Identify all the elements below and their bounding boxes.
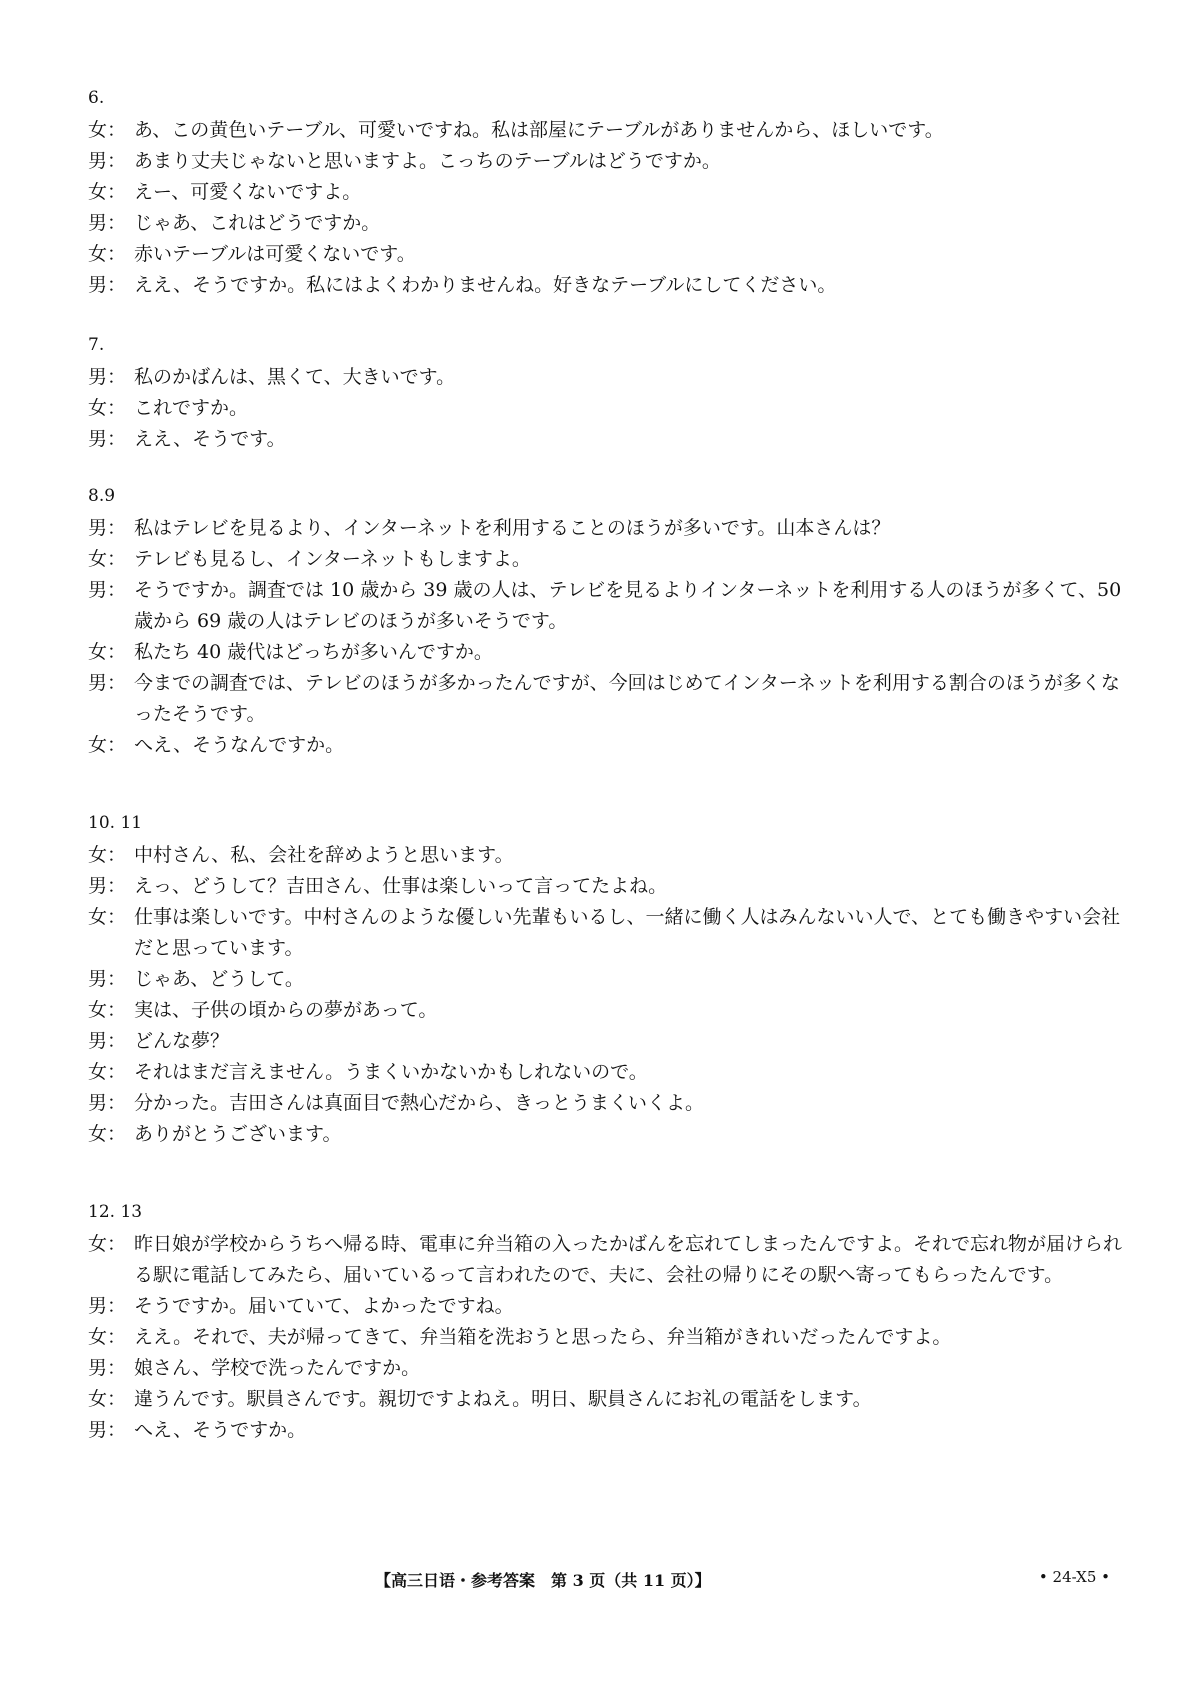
dialogue-line bbox=[88, 1322, 1128, 1353]
dialogue-text: 赤いテーブルは可愛くないです。 bbox=[134, 243, 416, 265]
dialogue-line bbox=[88, 270, 1128, 301]
speaker-label: 女： bbox=[88, 844, 127, 866]
speaker-label: 男： bbox=[88, 1092, 127, 1114]
dialogue-line bbox=[88, 1353, 1128, 1384]
dialogue-section-8-9 bbox=[88, 481, 1128, 761]
speaker-label: 男： bbox=[88, 1357, 127, 1379]
speaker-label: 男： bbox=[88, 672, 127, 694]
dialogue-text: どんな夢？ bbox=[134, 1030, 230, 1052]
speaker-label: 女： bbox=[88, 397, 127, 419]
speaker-label: 女： bbox=[88, 1061, 127, 1083]
dialogue-line bbox=[88, 146, 1128, 177]
dialogue-section-6 bbox=[88, 83, 1128, 301]
dialogue-text: じゃあ、これはどうですか。 bbox=[134, 212, 381, 234]
dialogue-line bbox=[88, 115, 1128, 146]
dialogue-line bbox=[88, 1088, 1128, 1119]
dialogue-text: えっ、どうして？吉田さん、仕事は楽しいって言ってたよね。 bbox=[134, 875, 668, 897]
dialogue-text: 娘さん、学校で洗ったんですか。 bbox=[134, 1357, 421, 1379]
dialogue-line bbox=[88, 575, 1128, 637]
dialogue-line bbox=[88, 513, 1128, 544]
dialogue-line bbox=[88, 1119, 1128, 1150]
dialogue-text: そうですか。調査では 10 歳から 39 歳の人は、テレビを見るよりインターネットを利用する人のほうが多くて、50 歳から 69 歳の人はテレビのほうが多いそうです。 bbox=[134, 579, 1122, 632]
page-footer-code: • 24-X5 • bbox=[1038, 1568, 1110, 1586]
question-number: 10. 11 bbox=[88, 813, 143, 833]
dialogue-section-12-13 bbox=[88, 1197, 1128, 1446]
dialogue-text: 今までの調査では、テレビのほうが多かったんですが、今回はじめてインターネットを利用する割合のほうが多くなったそうです。 bbox=[134, 672, 1120, 725]
speaker-label: 男： bbox=[88, 274, 127, 296]
dialogue-text: ありがとうございます。 bbox=[134, 1123, 342, 1145]
dialogue-text: それはまだ言えません。うまくいかないかもしれないので。 bbox=[134, 1061, 648, 1083]
speaker-label: 男： bbox=[88, 579, 127, 601]
dialogue-line bbox=[88, 1057, 1128, 1088]
speaker-label: 女： bbox=[88, 548, 127, 570]
dialogue-line bbox=[88, 393, 1128, 424]
dialogue-section-7 bbox=[88, 330, 1128, 455]
dialogue-section-10-11 bbox=[88, 808, 1128, 1150]
dialogue-text: 実は、子供の頃からの夢があって。 bbox=[134, 999, 438, 1021]
speaker-label: 女： bbox=[88, 641, 127, 663]
dialogue-text: 私たち 40 歳代はどっちが多いんですか。 bbox=[134, 641, 493, 663]
dialogue-line bbox=[88, 1415, 1128, 1446]
dialogue-text: へえ、そうですか。 bbox=[134, 1419, 307, 1441]
question-number: 6. bbox=[88, 88, 105, 108]
speaker-label: 男： bbox=[88, 1419, 127, 1441]
dialogue-line bbox=[88, 239, 1128, 270]
dialogue-line bbox=[88, 871, 1128, 902]
dialogue-text: 私はテレビを見るより、インターネットを利用することのほうが多いです。山本さんは？ bbox=[134, 517, 891, 539]
page-footer-title: 【高三日语・参考答案 第 3 页（共 11 页）】 bbox=[375, 1571, 711, 1590]
dialogue-text: 昨日娘が学校からうちへ帰る時、電車に弁当箱の入ったかばんを忘れてしまったんですよ。それで忘れ物が届けられる駅に電話してみたら、届いているって言われたので、夫に、会社の帰りにその駅へ寄ってもらったんです。 bbox=[134, 1233, 1123, 1286]
speaker-label: 男： bbox=[88, 517, 127, 539]
dialogue-line bbox=[88, 544, 1128, 575]
dialogue-line bbox=[88, 362, 1128, 393]
dialogue-text: あまり丈夫じゃないと思いますよ。こっちのテーブルはどうですか。 bbox=[134, 150, 721, 172]
speaker-label: 女： bbox=[88, 243, 127, 265]
dialogue-line bbox=[88, 177, 1128, 208]
dialogue-text: テレビも見るし、インターネットもしますよ。 bbox=[134, 548, 531, 570]
speaker-label: 女： bbox=[88, 1123, 127, 1145]
dialogue-text: ええ、そうです。 bbox=[134, 428, 286, 450]
dialogue-line bbox=[88, 668, 1128, 730]
dialogue-line bbox=[88, 730, 1128, 761]
dialogue-text: じゃあ、どうして。 bbox=[134, 968, 304, 990]
dialogue-line bbox=[88, 424, 1128, 455]
dialogue-line bbox=[88, 208, 1128, 239]
speaker-label: 女： bbox=[88, 181, 127, 203]
speaker-label: 男： bbox=[88, 1295, 127, 1317]
question-number: 7. bbox=[88, 335, 105, 355]
speaker-label: 男： bbox=[88, 366, 127, 388]
speaker-label: 女： bbox=[88, 734, 127, 756]
speaker-label: 女： bbox=[88, 1388, 127, 1410]
speaker-label: 男： bbox=[88, 150, 127, 172]
dialogue-line bbox=[88, 1229, 1128, 1291]
dialogue-text: えー、可愛くないですよ。 bbox=[134, 181, 362, 203]
speaker-label: 女： bbox=[88, 119, 127, 141]
dialogue-line bbox=[88, 1026, 1128, 1057]
dialogue-text: へえ、そうなんですか。 bbox=[134, 734, 345, 756]
speaker-label: 男： bbox=[88, 1030, 127, 1052]
dialogue-line bbox=[88, 1291, 1128, 1322]
speaker-label: 男： bbox=[88, 428, 127, 450]
question-number: 8.9 bbox=[88, 486, 116, 506]
dialogue-text: ええ、そうですか。私にはよくわかりませんね。好きなテーブルにしてください。 bbox=[134, 274, 837, 296]
dialogue-text: そうですか。届いていて、よかったですね。 bbox=[134, 1295, 514, 1317]
speaker-label: 女： bbox=[88, 1233, 127, 1255]
dialogue-line bbox=[88, 995, 1128, 1026]
dialogue-text: 分かった。吉田さんは真面目で熱心だから、きっとうまくいくよ。 bbox=[134, 1092, 705, 1114]
speaker-label: 女： bbox=[88, 1326, 127, 1348]
dialogue-text: 違うんです。駅員さんです。親切ですよねえ。明日、駅員さんにお礼の電話をします。 bbox=[134, 1388, 872, 1410]
speaker-label: 男： bbox=[88, 212, 127, 234]
speaker-label: 女： bbox=[88, 906, 127, 928]
dialogue-line bbox=[88, 1384, 1128, 1415]
question-number: 12. 13 bbox=[88, 1202, 143, 1222]
dialogue-line bbox=[88, 637, 1128, 668]
speaker-label: 女： bbox=[88, 999, 127, 1021]
dialogue-line bbox=[88, 840, 1128, 871]
dialogue-text: ええ。それで、夫が帰ってきて、弁当箱を洗おうと思ったら、弁当箱がきれいだったんですよ。 bbox=[134, 1326, 952, 1348]
dialogue-text: 私のかばんは、黒くて、大きいです。 bbox=[134, 366, 456, 388]
dialogue-text: 中村さん、私、会社を辞めようと思います。 bbox=[134, 844, 514, 866]
dialogue-text: あ、この黄色いテーブル、可愛いですね。私は部屋にテーブルがありませんから、ほしいです。 bbox=[134, 119, 944, 141]
speaker-label: 男： bbox=[88, 968, 127, 990]
dialogue-line bbox=[88, 964, 1128, 995]
dialogue-line bbox=[88, 902, 1128, 964]
dialogue-text: 仕事は楽しいです。中村さんのような優しい先輩もいるし、一緒に働く人はみんないい人で、とても働きやすい会社だと思っています。 bbox=[134, 906, 1121, 959]
dialogue-text: これですか。 bbox=[134, 397, 249, 419]
speaker-label: 男： bbox=[88, 875, 127, 897]
